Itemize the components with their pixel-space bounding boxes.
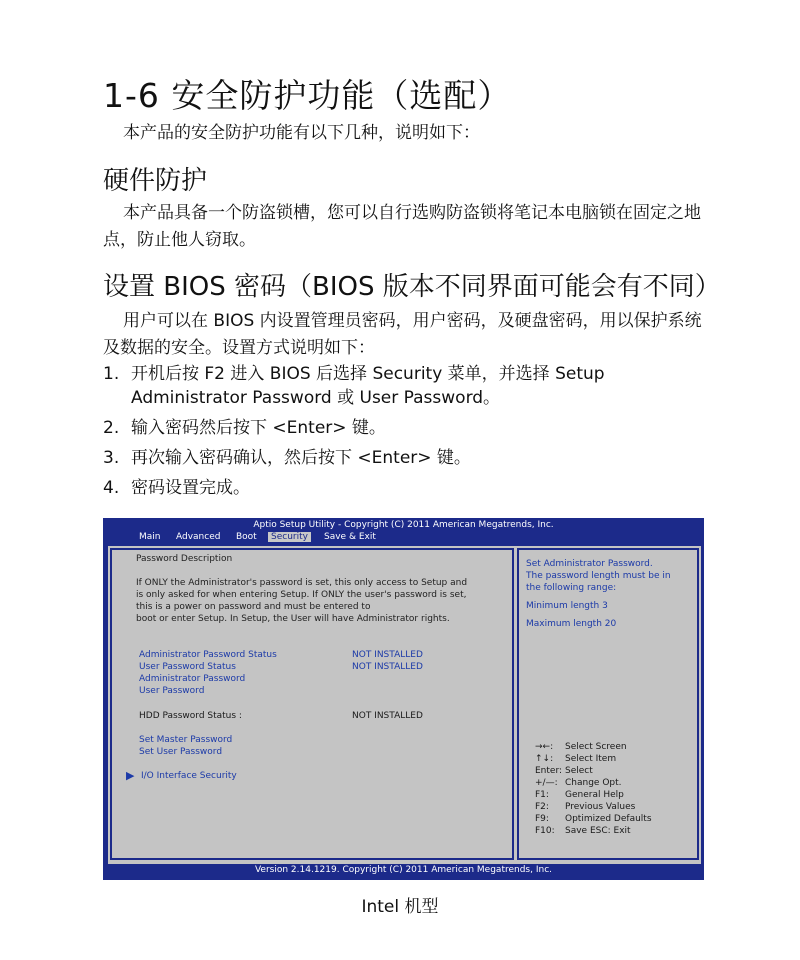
step-text: 输入密码然后按下 <Enter> 键。 — [131, 418, 386, 438]
key-hint-key: F9: — [535, 814, 549, 824]
bios-footer: Version 2.14.1219. Copyright (C) 2011 American Megatrends, Inc. — [254, 865, 553, 875]
bios-tab-advanced[interactable]: Advanced — [176, 532, 221, 542]
key-hint-key: Enter: — [535, 766, 563, 776]
hardware-text: 本产品具备一个防盗锁槽，您可以自行选购防盗锁将笔记本电脑锁在固定之地点，防止他人窃取。 — [103, 203, 701, 250]
description-line: this is a power on password and must be entered to — [136, 602, 371, 612]
bios-left-pane — [110, 548, 514, 860]
bios-password-heading: 设置 BIOS 密码（BIOS 版本不同界面可能会有不同） — [103, 272, 721, 302]
io-interface-security-item[interactable]: I/O Interface Security — [141, 771, 237, 781]
set-user-password-item[interactable]: Set User Password — [139, 747, 223, 757]
hardware-heading: 硬件防护 — [103, 166, 208, 196]
key-hint-desc: Previous Values — [565, 802, 636, 812]
hdd-password-status-value: NOT INSTALLED — [352, 711, 423, 721]
key-hint-key: F1: — [535, 790, 549, 800]
figure-caption: Intel 机型 — [361, 897, 439, 917]
bios-help-pane — [517, 548, 699, 860]
step-number: 1. — [103, 364, 120, 384]
description-line: If ONLY the Administrator's password is set, this only access to Setup and — [136, 578, 468, 588]
user-password-item[interactable]: User Password — [139, 686, 205, 696]
step-number: 4. — [103, 478, 120, 498]
bios-menubar — [103, 532, 704, 543]
step-text: 再次输入密码确认，然后按下 <Enter> 键。 — [131, 448, 471, 468]
key-hint-key: +/—: — [535, 778, 558, 788]
list-item — [103, 416, 703, 440]
key-hint-key: →←: — [535, 742, 554, 752]
bios-tab-security[interactable]: Security — [268, 532, 311, 542]
key-hint-desc: Select Screen — [565, 742, 627, 752]
step-text: 开机后按 F2 进入 BIOS 后选择 Security 菜单，并选择 Setup Administrator Password 或 User Password。 — [131, 364, 605, 408]
key-hint-key: ↑↓: — [535, 754, 554, 764]
help-line: The password length must be in — [526, 571, 671, 581]
list-item — [103, 476, 703, 500]
description-line: boot or enter Setup. In Setup, the User will have Administrator rights. — [136, 614, 450, 624]
help-min-length: Minimum length 3 — [526, 601, 608, 611]
bios-password-text: 用户可以在 BIOS 内设置管理员密码，用户密码，及硬盘密码，用以保护系统及数据的安全。设置方式说明如下： — [103, 311, 702, 358]
admin-password-status-label: Administrator Password Status — [139, 650, 277, 660]
bios-tab-boot[interactable]: Boot — [236, 532, 257, 542]
description-line: is only asked for when entering Setup. If ONLY the user's password is set, — [136, 590, 467, 600]
key-hint-key: F10: — [535, 826, 555, 836]
key-hint-key: F2: — [535, 802, 549, 812]
section-title: 1-6 安全防护功能（选配） — [103, 76, 512, 115]
key-hint-desc: Save ESC: Exit — [565, 826, 631, 836]
set-master-password-item[interactable]: Set Master Password — [139, 735, 233, 745]
password-description-title: Password Description — [136, 554, 233, 564]
step-text: 密码设置完成。 — [131, 478, 250, 498]
key-hint-desc: Optimized Defaults — [565, 814, 652, 824]
bios-tab-save-exit[interactable]: Save & Exit — [324, 532, 376, 542]
key-hint-desc: Select Item — [565, 754, 617, 764]
help-max-length: Maximum length 20 — [526, 619, 617, 629]
administrator-password-item[interactable]: Administrator Password — [139, 674, 246, 684]
hdd-password-status-label: HDD Password Status : — [139, 711, 242, 721]
section-intro: 本产品的安全防护功能有以下几种，说明如下： — [123, 123, 480, 143]
user-password-status-value: NOT INSTALLED — [352, 662, 423, 672]
key-hint-desc: Change Opt. — [565, 778, 622, 788]
key-hint-desc: Select — [565, 766, 593, 776]
steps-list — [103, 362, 703, 506]
bios-header: Aptio Setup Utility - Copyright (C) 2011 American Megatrends, Inc. — [253, 520, 554, 530]
bios-tab-main[interactable]: Main — [139, 532, 161, 542]
admin-password-status-value: NOT INSTALLED — [352, 650, 423, 660]
user-password-status-label: User Password Status — [139, 662, 236, 672]
step-number: 3. — [103, 448, 120, 468]
list-item — [103, 446, 703, 470]
bios-screen — [107, 545, 702, 865]
help-line: the following range: — [526, 583, 617, 593]
list-item — [103, 362, 703, 410]
key-hint-desc: General Help — [565, 790, 624, 800]
submenu-arrow-icon: ▶ — [126, 769, 135, 782]
bios-screenshot — [103, 518, 704, 880]
help-line: Set Administrator Password. — [526, 559, 653, 569]
step-number: 2. — [103, 418, 120, 438]
